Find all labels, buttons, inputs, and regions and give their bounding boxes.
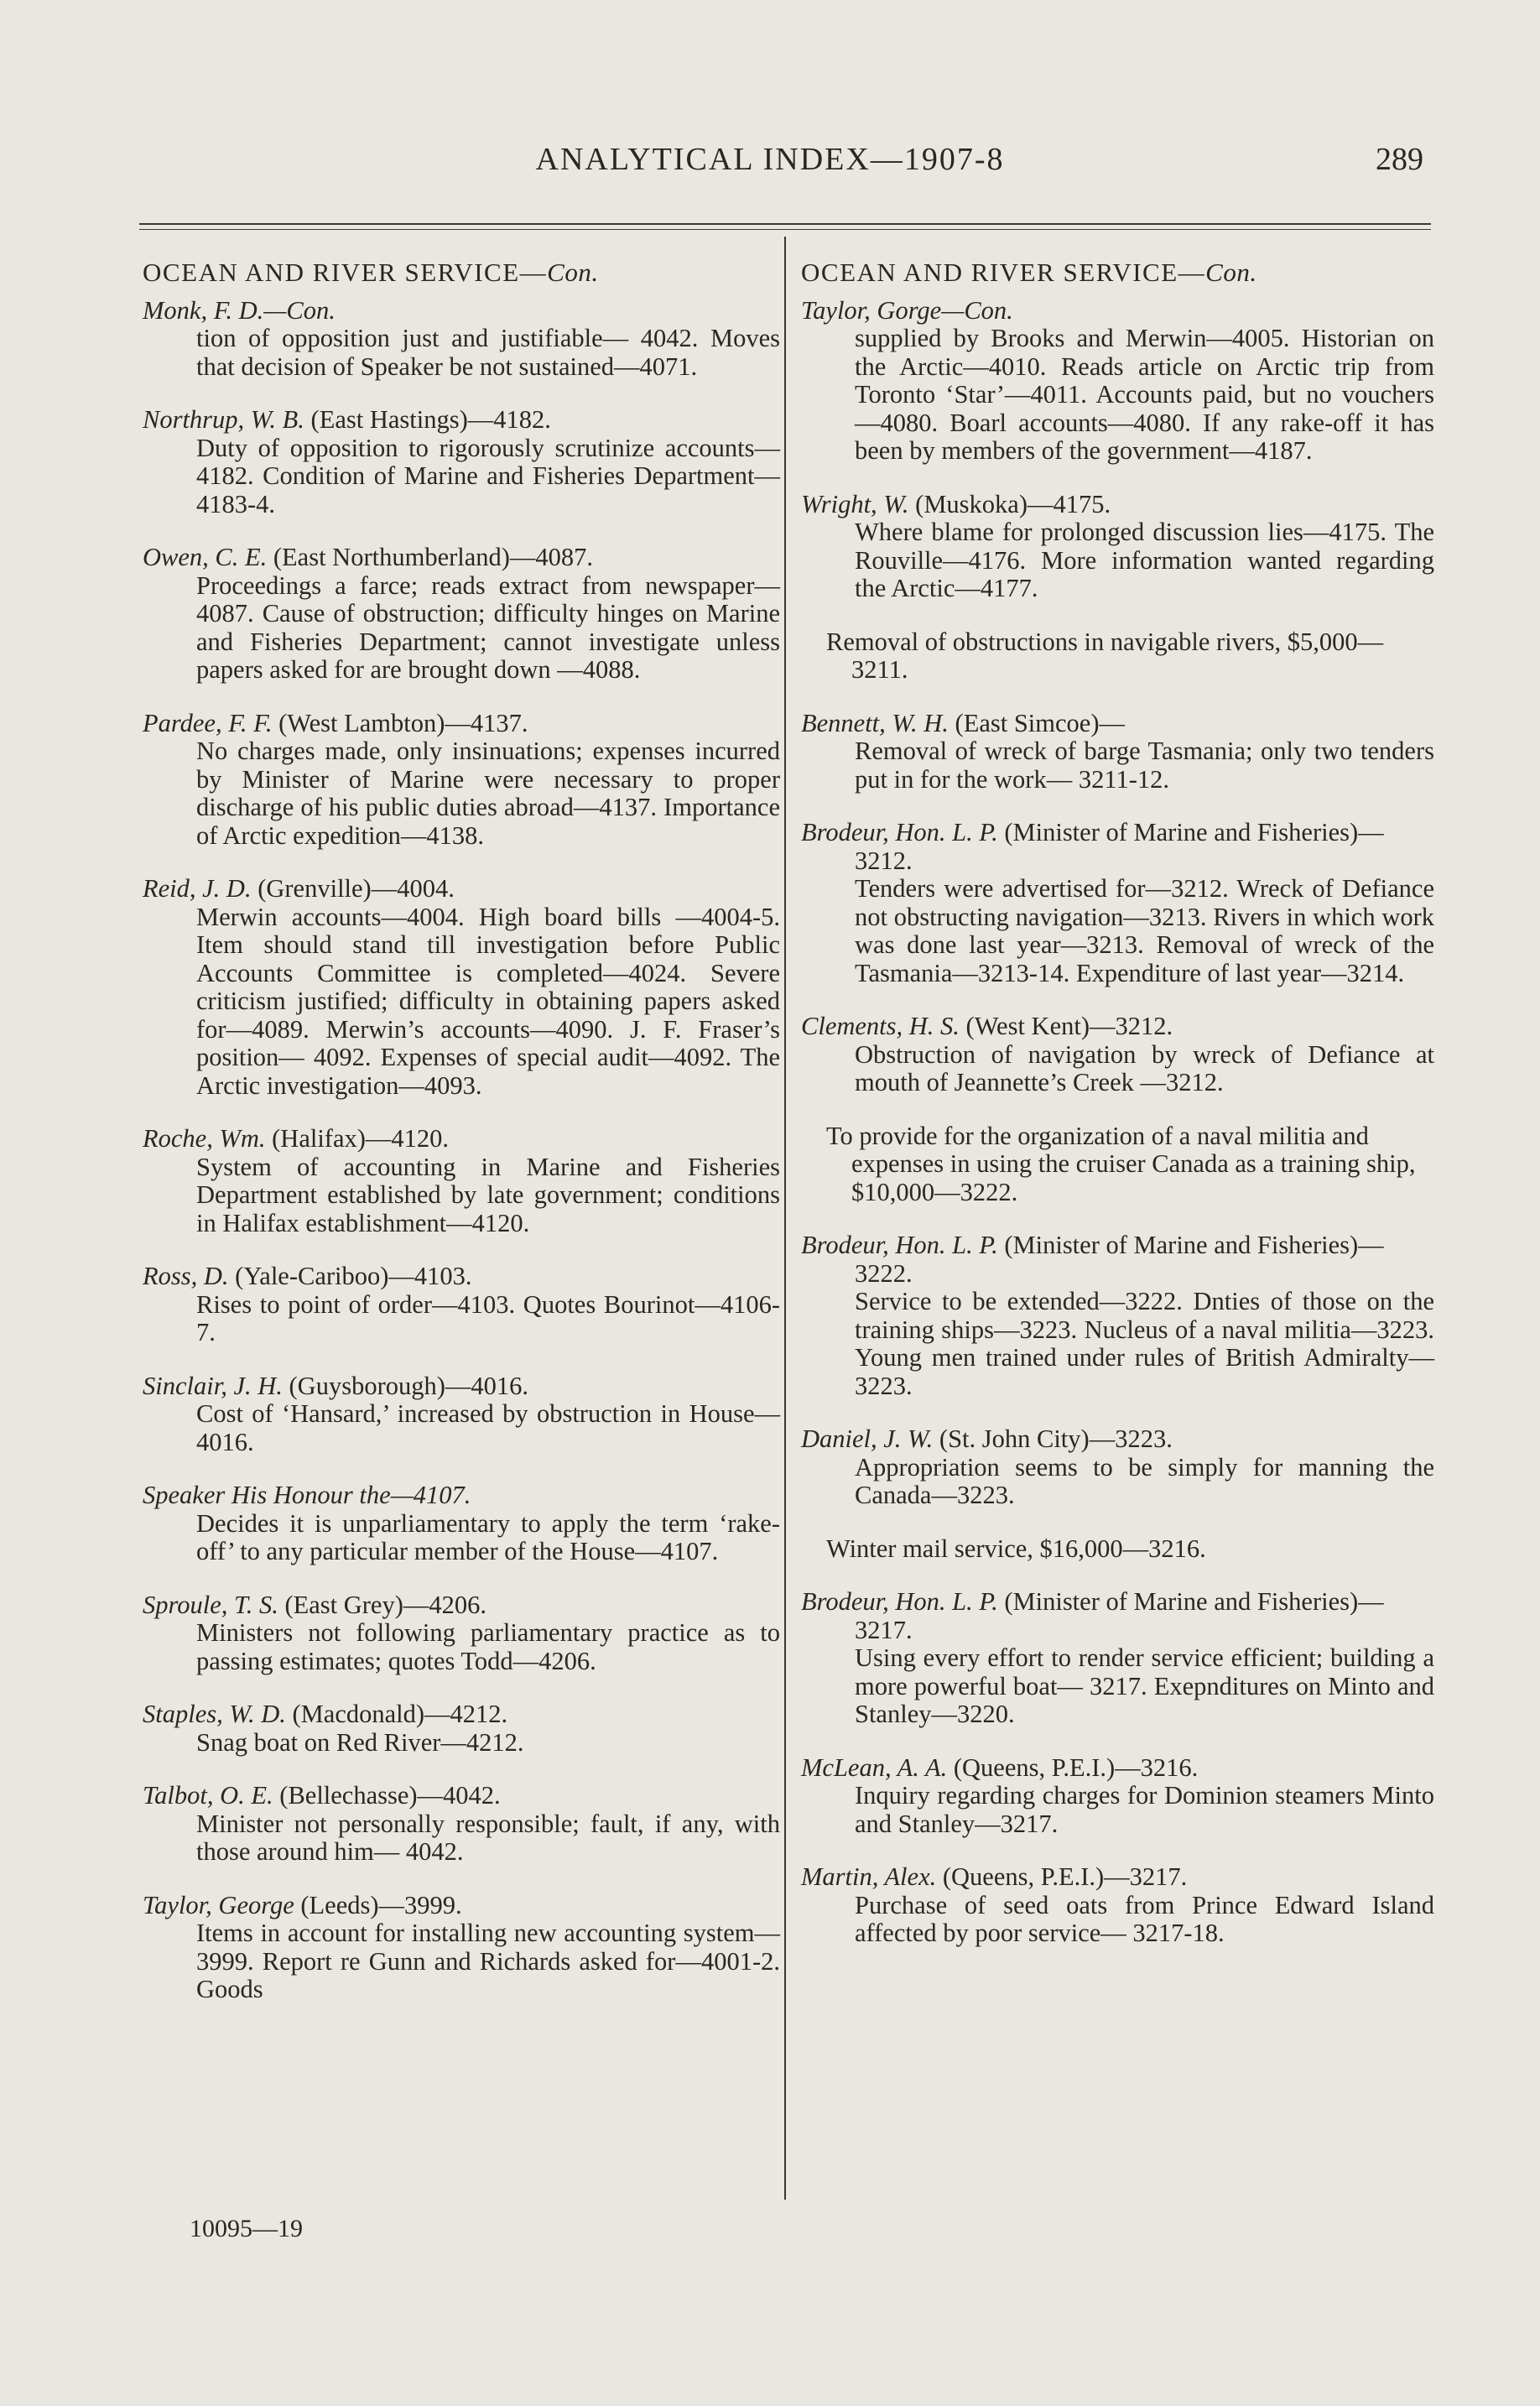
entry-heading	[801, 819, 1434, 875]
index-entry	[143, 1263, 780, 1347]
entry-body: supplied by Brooks and Merwin—4005. Historian on the Arctic—4010. Reads article on Arctic trip from Toronto ‘Star’—4011. Accounts paid, but no vouchers—4080. Boarl accounts—4080. If any rake-off it has been by members of the government—4187.	[855, 324, 1434, 465]
member-detail: (Macdonald)—4212.	[285, 1700, 508, 1728]
member-name: Monk, F. D.—Con.	[143, 295, 336, 325]
entry-heading	[801, 297, 1434, 325]
member-name: Owen, C. E.	[143, 543, 268, 571]
entry-heading	[801, 1754, 1434, 1783]
header-rule	[139, 223, 1431, 230]
index-entry	[801, 1863, 1434, 1948]
entry-heading	[143, 710, 780, 738]
member-detail: (East Simcoe)—	[948, 708, 1125, 737]
entry-body: Ministers not following parliamentary practice as to passing estimates; quotes Todd—4206.	[196, 1618, 780, 1675]
index-entry	[801, 1588, 1434, 1729]
entry-heading	[143, 297, 780, 325]
index-entry	[143, 1782, 780, 1867]
entry-body: tion of opposition just and justifiable— 4042. Moves that decision of Speaker be not sustained—4071.	[196, 324, 780, 381]
member-name: Wright, W.	[801, 489, 909, 518]
member-name: Pardee, F. F.	[143, 708, 273, 737]
member-detail: (Queens, P.E.I.)—3217.	[936, 1862, 1188, 1891]
entry-heading	[801, 1863, 1434, 1892]
right-column-heading: OCEAN AND RIVER SERVICE—Con.	[801, 258, 1257, 287]
member-name: Northrup, W. B.	[143, 405, 304, 434]
entry-heading	[143, 1263, 780, 1291]
index-entry	[801, 1425, 1434, 1510]
member-name: Speaker His Honour the—4107.	[143, 1481, 471, 1509]
index-section-item: To provide for the organization of a naval militia and expenses in using the cruiser Canada as a training ship, $10,000—3222.	[826, 1121, 1416, 1206]
member-name: Martin, Alex.	[801, 1862, 937, 1891]
entry-body: Using every effort to render service efficient; building a more powerful boat— 3217. Exepnditures on Minto and Stanley—3220.	[855, 1643, 1434, 1728]
member-detail: (Minister of Marine and Fisheries)—3222.	[855, 1231, 1384, 1288]
member-detail: (Grenville)—4004.	[251, 874, 455, 903]
member-name: Talbot, O. E.	[143, 1781, 273, 1810]
printer-signature: 10095—19	[190, 2215, 303, 2242]
entry-heading	[801, 1588, 1434, 1644]
entry-body: Merwin accounts—4004. High board bills —4004-5. Item should stand till investigation before Public Accounts Committee is completed—4024. Severe criticism justified; difficulty in obtaining papers asked for—4089. Merwin’s accounts—4090. J. F. Fraser’s position— 4092. Expenses of special audit—4092. The Arctic investigation—4093.	[196, 902, 780, 1100]
index-entry	[801, 297, 1434, 466]
member-detail: (Halifax)—4120.	[265, 1124, 450, 1153]
member-detail: (St. John City)—3223.	[933, 1424, 1173, 1453]
index-entry	[143, 1125, 780, 1237]
index-entry	[801, 1754, 1434, 1839]
left-column	[143, 252, 780, 2029]
entry-body: Inquiry regarding charges for Dominion steamers Minto and Stanley—3217.	[855, 1781, 1434, 1838]
entry-body: Tenders were advertised for—3212. Wreck of Defiance not obstructing navigation—3213. Rivers in which work was done last year—3213. Removal of wreck of the Tasmania—3213-14. Expenditure of last year—3214.	[855, 874, 1434, 987]
member-name: Daniel, J. W.	[801, 1424, 934, 1453]
entry-body: Obstruction of navigation by wreck of Defiance at mouth of Jeannette’s Creek —3212.	[855, 1039, 1434, 1096]
member-detail: (East Hastings)—4182.	[304, 405, 551, 434]
member-name: Sinclair, J. H.	[143, 1371, 283, 1400]
column-divider	[784, 237, 786, 2200]
member-detail: (Minister of Marine and Fisheries)—3217.	[855, 1587, 1384, 1644]
entry-heading	[143, 406, 780, 435]
member-name: Taylor, Gorge—Con.	[801, 295, 1013, 325]
entry-body: Snag boat on Red River—4212.	[196, 1727, 524, 1757]
index-entry	[143, 875, 780, 1100]
entry-body: Where blame for prolonged discussion lies—4175. The Rouville—4176. More information wanted regarding the Arctic—4177.	[855, 518, 1434, 602]
index-entry	[143, 1892, 780, 2004]
entry-heading	[143, 1125, 780, 1154]
left-entries	[143, 297, 780, 2004]
entry-body: Rises to point of order—4103. Quotes Bourinot—4106-7.	[196, 1289, 780, 1346]
member-name: Brodeur, Hon. L. P.	[801, 818, 998, 846]
index-entry	[143, 1372, 780, 1457]
member-detail: (Guysborough)—4016.	[282, 1371, 529, 1400]
member-name: Roche, Wm.	[143, 1124, 266, 1153]
entry-body: System of accounting in Marine and Fisheries Department established by late government; conditions in Halifax establishment—4120.	[196, 1152, 780, 1237]
member-detail: (Bellechasse)—4042.	[273, 1781, 501, 1810]
member-name: Staples, W. D.	[143, 1700, 286, 1728]
entry-heading	[801, 1013, 1434, 1041]
left-column-heading: OCEAN AND RIVER SERVICE—Con.	[143, 258, 599, 287]
index-entry	[143, 1482, 780, 1566]
member-detail: (West Kent)—3212.	[959, 1012, 1173, 1040]
entry-heading	[143, 1782, 780, 1810]
page-number: 289	[1376, 142, 1423, 177]
entry-heading	[143, 1700, 780, 1729]
entry-heading	[801, 1232, 1434, 1288]
member-detail: (East Grey)—4206.	[278, 1590, 486, 1619]
index-entry	[143, 1591, 780, 1676]
member-detail: (Queens, P.E.I.)—3216.	[947, 1752, 1199, 1782]
index-entry	[143, 297, 780, 382]
entry-body: Duty of opposition to rigorously scrutinize accounts—4182. Condition of Marine and Fisheries Department—4183-4.	[196, 433, 780, 518]
index-entry	[801, 819, 1434, 987]
entry-body: Removal of wreck of barge Tasmania; only two tenders put in for the work— 3211-12.	[855, 737, 1434, 794]
entry-heading	[143, 544, 780, 572]
entry-heading	[801, 710, 1434, 738]
member-name: Ross, D.	[143, 1262, 229, 1290]
entry-body: No charges made, only insinuations; expenses incurred by Minister of Marine were necessary to proper discharge of his public duties abroad—4137. Importance of Arctic expedition—4138.	[196, 737, 780, 850]
entry-body: Decides it is unparliamentary to apply the term ‘rake-off’ to any particular member of the House—4107.	[196, 1508, 780, 1565]
index-section-item: Winter mail service, $16,000—3216.	[826, 1534, 1206, 1563]
member-detail: (Minister of Marine and Fisheries)—3212.	[855, 818, 1384, 875]
index-entry	[143, 544, 780, 685]
member-name: McLean, A. A.	[801, 1752, 948, 1782]
member-name: Sproule, T. S.	[143, 1590, 278, 1619]
member-name: Bennett, W. H.	[801, 708, 949, 737]
entry-heading	[143, 1892, 780, 1920]
index-entry	[801, 710, 1434, 794]
member-name: Brodeur, Hon. L. P.	[801, 1587, 998, 1616]
index-entry	[801, 1013, 1434, 1097]
member-detail: (Yale-Cariboo)—4103.	[228, 1262, 472, 1290]
entry-heading	[143, 1372, 780, 1401]
index-section-item: Removal of obstructions in navigable rivers, $5,000—3211.	[826, 627, 1384, 684]
member-detail: (East Northumberland)—4087.	[267, 543, 594, 571]
index-entry	[801, 1232, 1434, 1400]
entry-body: Proceedings a farce; reads extract from newspaper—4087. Cause of obstruction; difficulty hinges on Marine and Fisheries Department; cannot investigate unless papers asked for are brought down —4088.	[196, 570, 780, 684]
entry-body: Items in account for installing new accounting system—3999. Report re Gunn and Richards asked for—4001-2. Goods	[196, 1919, 780, 2003]
member-name: Reid, J. D.	[143, 874, 252, 903]
member-detail: (Leeds)—3999.	[294, 1890, 462, 1919]
member-name: Clements, H. S.	[801, 1012, 960, 1040]
member-name: Brodeur, Hon. L. P.	[801, 1231, 998, 1259]
entry-heading	[801, 491, 1434, 519]
entry-body: Appropriation seems to be simply for manning the Canada—3223.	[855, 1452, 1434, 1509]
entry-body: Service to be extended—3222. Dnties of those on the training ships—3223. Nucleus of a naval militia—3223. Young men trained under rules of British Admiralty—3223.	[855, 1287, 1434, 1400]
right-column	[801, 252, 1434, 1973]
member-detail: (Muskoka)—4175.	[908, 489, 1111, 518]
right-entries	[801, 297, 1434, 1948]
entry-heading	[801, 1425, 1434, 1454]
index-entry	[143, 710, 780, 851]
index-entry	[143, 1700, 780, 1757]
entry-body: Purchase of seed oats from Prince Edward Island affected by poor service— 3217-18.	[855, 1890, 1434, 1947]
member-detail: (West Lambton)—4137.	[272, 708, 528, 737]
entry-heading	[143, 1591, 780, 1620]
member-name: Taylor, George	[143, 1890, 294, 1919]
entry-body: Cost of ‘Hansard,’ increased by obstruction in House—4016.	[196, 1399, 780, 1456]
index-entry	[143, 406, 780, 518]
entry-heading	[143, 1482, 780, 1510]
entry-body: Minister not personally responsible; fault, if any, with those around him— 4042.	[196, 1809, 780, 1866]
running-head: ANALYTICAL INDEX—1907-8	[535, 142, 1005, 177]
index-entry	[801, 491, 1434, 603]
entry-heading	[143, 875, 780, 904]
